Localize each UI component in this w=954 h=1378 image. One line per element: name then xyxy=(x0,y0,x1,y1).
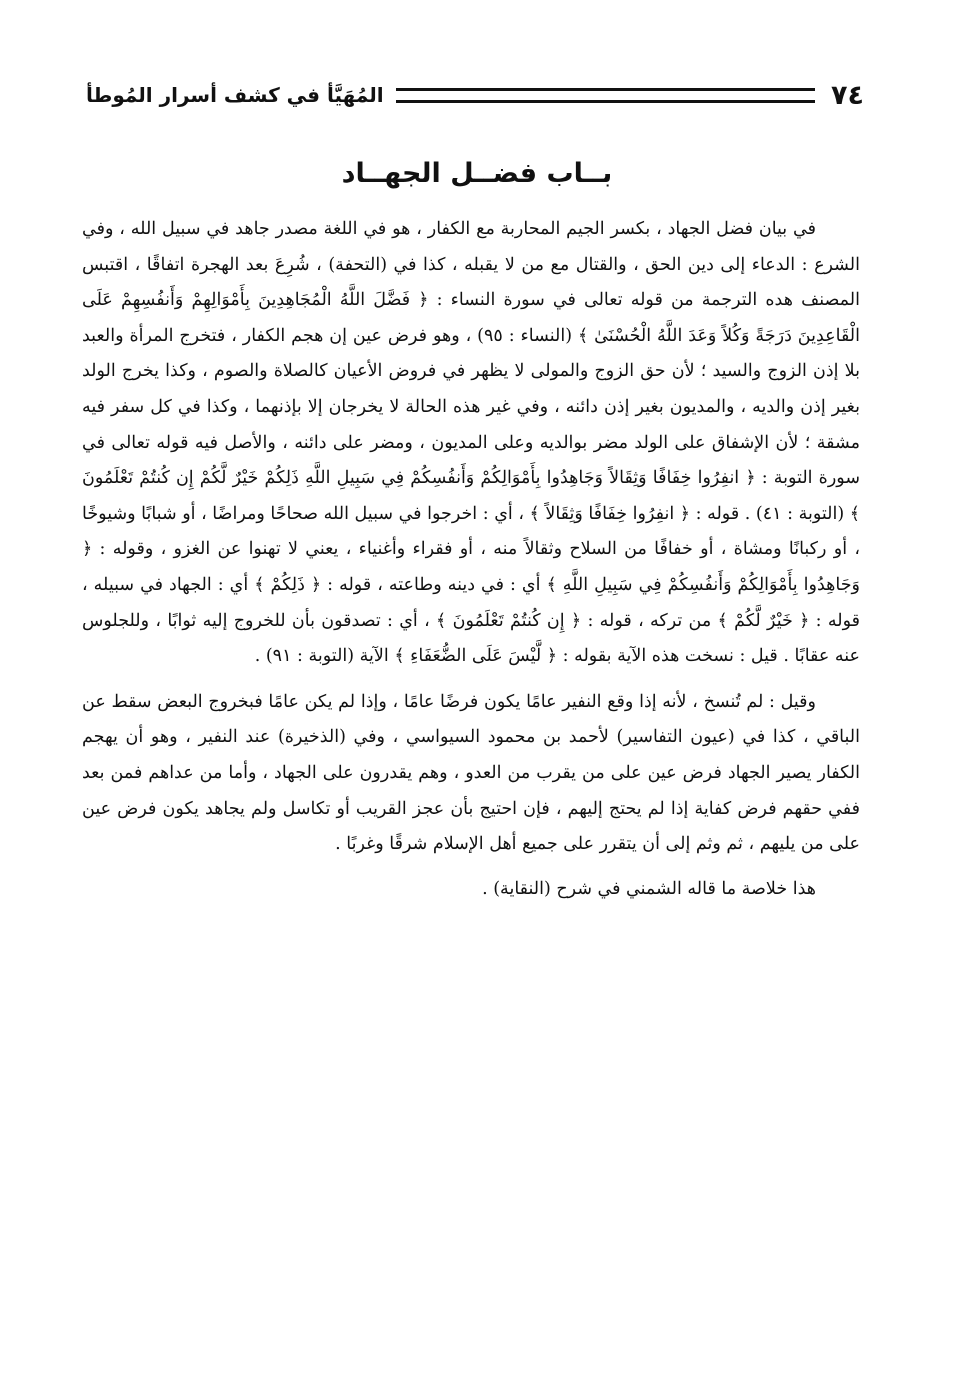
running-title: المُهَيَّأ في كشف أسرار المُوطأ xyxy=(86,83,384,107)
page-header xyxy=(86,78,864,112)
page-number: ٧٤ xyxy=(831,79,864,111)
body-text xyxy=(82,212,860,907)
chapter-title: بــاب فضــل الجهــاد xyxy=(341,158,613,189)
paragraph-2: وقيل : لم تُنسخ ، لأنه إذا وقع النفير عامًا يكون فرضًا عامًا ، وإذا لم يكن عامًا فبخروج البعض سقط عن الباقي ، كذا في (عيون التفاسير) لأحمد بن محمود السيواسي ، وفي (الذخيرة) عند النفير ، وهو أن يهجم الكفار يصير الجهاد فرض عين على من يقرب من العدو ، وهم يقدرون على الجهاد ، وأما من عداهم فمن بعد ففي حقهم فرض كفاية إذا لم يحتج إليهم ، فإن احتيج بأن عجز القريب أو تكاسل ولم يجاهد يكون فرض عين على من يليهم ، ثم وثم إلى أن يتقرر على جميع أهل الإسلام شرقًا وغربًا . xyxy=(82,691,860,855)
paragraph-1: في بيان فضل الجهاد ، بكسر الجيم المحاربة مع الكفار ، هو في اللغة مصدر جاهد في سبيل الله ، وفي الشرع : الدعاء إلى دين الحق ، والقتال مع من لا يقبله ، كذا في (التحفة) ، شُرِعَ بعد الهجرة اتفاقًا ، اقتبس المصنف هده الترجمة من قوله تعالى في سورة النساء : ﴿ فَضَّلَ اللَّهُ الْمُجَاهِدِينَ بِأَمْوَالِهِمْ وَأَنفُسِهِمْ عَلَى الْقَاعِدِينَ دَرَجَةً وَكُلاً وَعَدَ اللَّهُ الْحُسْنَىٰ ﴾ (النساء : ٩٥) ، وهو فرض عين إن هجم الكفار ، فتخرج المرأة والعبد بلا إذن الزوج والسيد ؛ لأن حق الزوج والمولى لا يظهر في فروض الأعيان كالصلاة والصوم ، وكذا يخرج الولد بغير إذن والديه ، والمديون بغير إذن دائنه ، وفي غير هذه الحالة لا يخرجان إلا بإذنهما ، وكذا في كل سفر فيه مشقة ؛ لأن الإشفاق على الولد مضر بوالديه وعلى المديون ، ومضر على دائنه ، والأصل فيه قوله تعالى في سورة التوبة : ﴿ انفِرُوا خِفَافًا وَثِقَالاً وَجَاهِدُوا بِأَمْوَالِكُمْ وَأَنفُسِكُمْ فِي سَبِيلِ اللَّهِ ذَلِكُمْ خَيْرٌ لَّكُمْ إِن كُنتُمْ تَعْلَمُونَ ﴾ (التوبة : ٤١) . قوله : ﴿ انفِرُوا خِفَافًا وَثِقَالاً ﴾ ، أي : اخرجوا في سبيل الله صحاحًا ومراضًا ، أو شبابًا وشيوخًا ، أو ركبانًا ومشاة ، أو خفافًا من السلاح وثقالاً منه ، أو فقراء وأغنياء ، يعني لا تهنوا عن الغزو ، وقوله : ﴿ وَجَاهِدُوا بِأَمْوَالِكُمْ وَأَنفُسِكُمْ فِي سَبِيلِ اللَّهِ ﴾ أي : في دينه وطاعته ، قوله : ﴿ ذَلِكُمْ ﴾ أي : الجهاد في سبيله ، قوله : ﴿ خَيْرٌ لَّكُمْ ﴾ من تركه ، قوله : ﴿ إِن كُنتُمْ تَعْلَمُونَ ﴾ ، أي : تصدقون بأن للخروج إليه ثوابًا ، وللجلوس عنه عقابًا . قيل : نسخت هذه الآية بقوله : ﴿ لَّيْسَ عَلَى الضُّعَفَاءِ ﴾ الآية (التوبة : ٩١) . xyxy=(82,219,860,667)
header-rule xyxy=(396,88,815,103)
paragraph-3: هذا خلاصة ما قاله الشمني في شرح (النقاية) . xyxy=(482,878,816,899)
